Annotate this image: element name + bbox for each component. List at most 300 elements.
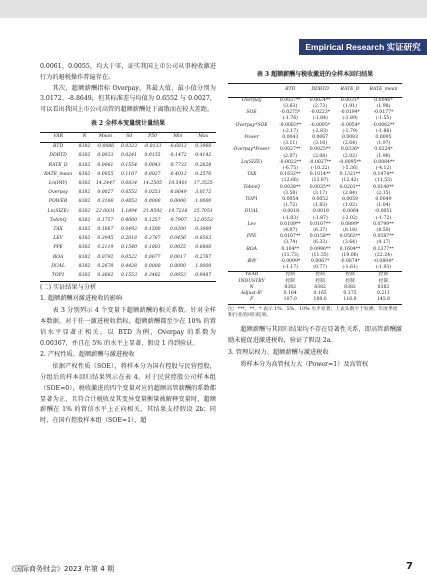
table-cell: 0.0107** bbox=[309, 221, 331, 227]
table-cell: 8382 bbox=[78, 190, 91, 196]
table-cell: Overpay*Power bbox=[233, 147, 270, 153]
table-cell: (6.37) bbox=[313, 228, 328, 234]
table-cell: -0.0018 bbox=[281, 209, 300, 215]
table-cell: 0.3000 bbox=[195, 226, 212, 232]
table-cell: 0.3482 bbox=[140, 271, 165, 281]
table-cell: BTD bbox=[53, 144, 64, 150]
table-cell: 0.0336* bbox=[340, 147, 360, 153]
table-cell: (2.08) bbox=[313, 153, 328, 159]
table-cell: 控制 bbox=[365, 272, 402, 279]
table-cell: (1.96) bbox=[376, 153, 391, 159]
table-cell: 0.1632** bbox=[279, 172, 301, 178]
table-cell: 8382 bbox=[78, 254, 91, 260]
table-cell: (-2.02) bbox=[342, 215, 358, 221]
table-cell: 0.164 bbox=[283, 291, 297, 297]
table-cell: 0.3966 bbox=[195, 144, 212, 150]
table-cell: 0.0052 bbox=[312, 197, 329, 203]
table-cell: 8382 bbox=[78, 263, 91, 269]
table-cell: 0.0109** bbox=[279, 221, 301, 227]
table-row bbox=[40, 271, 216, 281]
table-row bbox=[228, 147, 402, 153]
table-cell: (2.15) bbox=[376, 190, 391, 196]
table-cell: 0.3166 bbox=[97, 199, 114, 205]
table-cell: 0.1540 bbox=[120, 245, 138, 251]
table-cell: 0.0000 bbox=[144, 199, 161, 205]
table-cell: (22.24) bbox=[375, 252, 392, 258]
table-cell: 0.0024** bbox=[309, 97, 331, 103]
table-cell: TAX bbox=[246, 172, 257, 178]
table-cell: 0.1321** bbox=[339, 172, 361, 178]
table-cell: (3.74) bbox=[283, 240, 298, 246]
table-cell: 0.4853 bbox=[120, 199, 138, 205]
table-cell: 0.0067* bbox=[310, 259, 330, 265]
table-cell: 控制 bbox=[335, 272, 365, 279]
table-cell: 8382 bbox=[78, 162, 91, 168]
table-cell: (1.98) bbox=[376, 104, 391, 109]
table-cell: 0.165 bbox=[313, 291, 327, 297]
table-row bbox=[228, 97, 402, 104]
table-cell: (-5.36) bbox=[342, 166, 358, 172]
table-cell: 0.0055 bbox=[97, 171, 114, 177]
table-cell: -0.0086 bbox=[96, 144, 115, 150]
table-cell: (-10.22) bbox=[310, 166, 330, 172]
table-cell: 12.0553 bbox=[193, 217, 213, 223]
table-header-cell: RATE_D bbox=[335, 83, 365, 97]
table-cell: 0.0000 bbox=[169, 263, 186, 269]
table-3 bbox=[228, 83, 402, 305]
table-cell: 0.0049 bbox=[375, 197, 392, 203]
right-column bbox=[228, 70, 402, 371]
table-cell: (-4.12) bbox=[375, 166, 392, 172]
table-cell: 0.0456 bbox=[169, 236, 186, 242]
table-cell: 0.6834 bbox=[120, 181, 138, 187]
section-tag: Empirical Research 实证研究 bbox=[299, 39, 427, 55]
table-cell: (-1.93) bbox=[375, 265, 392, 271]
table-cell: 0.0492 bbox=[120, 226, 138, 232]
table-cell: 0.0323 bbox=[120, 144, 138, 150]
table-2 bbox=[40, 132, 216, 282]
paragraph: 将样本分为高管权力大（Power=1）及高管权 bbox=[240, 360, 369, 368]
table-cell: 0.4000 bbox=[120, 217, 138, 223]
table-cell: Lev bbox=[247, 221, 256, 227]
paragraph: 0.0061、0.0055，均大于零，证实我国上市公司从事税收激进行为的避税操作普遍存在。 bbox=[40, 63, 216, 81]
table-cell: 0.2787 bbox=[195, 254, 212, 260]
table-cell: Overpay bbox=[48, 190, 68, 196]
table-cell: 截距 bbox=[247, 259, 257, 265]
table-cell: (-1.84) bbox=[312, 116, 328, 122]
table-cell: -0.0064 bbox=[341, 209, 359, 215]
table-row bbox=[40, 207, 216, 216]
table-cell: F bbox=[228, 297, 275, 304]
table-cell: -0.7907 bbox=[169, 217, 187, 223]
table-cell: 14.2505 bbox=[143, 181, 163, 187]
table-header-cell: DDBTD bbox=[305, 83, 335, 97]
table-header-cell bbox=[228, 83, 275, 97]
table-cell: (3.63) bbox=[283, 104, 298, 109]
table-cell: (1.02) bbox=[343, 203, 357, 209]
table-cell: 8382 bbox=[78, 208, 91, 214]
table-cell: 0.3945 bbox=[97, 236, 114, 242]
table-cell: 0.0046* bbox=[374, 97, 393, 103]
table-row bbox=[228, 185, 402, 191]
table-cell: 0.0107** bbox=[279, 234, 301, 240]
table-cell: (-1.76) bbox=[282, 116, 298, 122]
table-row bbox=[40, 198, 216, 207]
table-header-cell: RATE_mean bbox=[365, 83, 402, 97]
table-cell: (8.18) bbox=[343, 228, 357, 234]
table-header-cell: N bbox=[76, 132, 93, 142]
table-cell: TobinQ bbox=[243, 184, 260, 190]
table-cell: (3.16) bbox=[313, 141, 328, 147]
table-cell: 10.5401 bbox=[168, 181, 188, 187]
table-cell: 116.0 bbox=[335, 297, 365, 304]
table-cell: 0.1500 bbox=[144, 226, 161, 232]
table-cell: 0.0061 bbox=[97, 162, 114, 168]
table-cell: (11.55) bbox=[311, 252, 329, 258]
table-cell: 0.0224* bbox=[374, 147, 393, 153]
table-cell: (-1.17) bbox=[282, 265, 298, 271]
table-cell: 0.1377** bbox=[373, 246, 394, 252]
table-cell: 1.0000 bbox=[195, 263, 212, 269]
table-cell: (8.50) bbox=[376, 228, 391, 234]
table-cell: (19.06) bbox=[341, 252, 359, 258]
table-cell: -0.0177* bbox=[373, 110, 394, 116]
table-cell: 控制 bbox=[315, 278, 325, 284]
table-cell: 19.7218 bbox=[168, 208, 188, 214]
table-cell: DUAL bbox=[244, 209, 259, 215]
table-cell: 0.104** bbox=[281, 246, 300, 252]
paragraph: 其次，超额薪酬指标 Overpay，其最大值、最小值分别为 3.0172、-8.8649，但其标准差与均值为 0.6552 与 0.0027，可以看出我国上市公司高管的超额薪酬处于离散而在较大差距。 bbox=[40, 84, 216, 114]
table-cell: 0.1867 bbox=[97, 226, 114, 232]
table-cell: 0.0200 bbox=[169, 226, 186, 232]
table-cell: (3.58) bbox=[283, 190, 298, 196]
table-row bbox=[228, 247, 402, 253]
table-cell: 25.7051 bbox=[193, 208, 213, 214]
table-cell: 0.2576 bbox=[195, 171, 212, 177]
table-cell: -0.0083** bbox=[279, 122, 302, 128]
table-cell: -0.0022** bbox=[279, 159, 302, 165]
table-cell: (3.11) bbox=[283, 141, 298, 147]
left-column bbox=[40, 62, 216, 427]
table-cell: 0.0038** bbox=[279, 184, 301, 190]
table-cell: Overpay bbox=[241, 97, 262, 103]
table-row bbox=[228, 209, 402, 215]
table-cell: 0.4428 bbox=[120, 263, 138, 269]
table-row bbox=[40, 235, 216, 244]
table-cell: 0.1474** bbox=[373, 172, 394, 178]
table-cell: 108.0 bbox=[305, 297, 335, 304]
table-row bbox=[40, 216, 216, 225]
table-cell: 控制 bbox=[305, 272, 335, 279]
table-cell: (3.17) bbox=[313, 190, 328, 196]
table-cell: POWER bbox=[48, 199, 68, 205]
table-cell: TOP1 bbox=[40, 271, 76, 281]
table-cell: (2.07) bbox=[283, 153, 298, 159]
table-cell: -0.0194* bbox=[340, 110, 360, 116]
top-bar bbox=[0, 0, 427, 18]
table-cell: 0.6866 bbox=[195, 245, 212, 251]
table-cell: 0.6552 bbox=[120, 190, 138, 196]
table-cell: TOP1 bbox=[245, 197, 259, 203]
table-row bbox=[228, 272, 402, 279]
table-cell: 145.8 bbox=[365, 297, 402, 304]
table-cell: 0.0201** bbox=[339, 184, 361, 190]
table-cell: Ln(SIZE) bbox=[241, 159, 263, 165]
paragraph: 表 3 分别列示 4 个变量下超额薪酬的相关系数。针对全样本数据，对于任一激进税收指标，超额薪酬都至少在 10% 的置信水平显著正相关，以 BTD 为例，Overpay 的系数为 0.00367，并且在 5% 的水平上显著，假设 1 得到验证。 bbox=[40, 307, 216, 347]
table-cell: YEAR bbox=[228, 272, 275, 279]
table-2-caption: 表 2 全样本变量统计量结果 bbox=[90, 119, 166, 127]
table-cell: 0.1257 bbox=[144, 217, 161, 223]
table-cell: Ln(PAY) bbox=[48, 181, 68, 187]
table-cell: 21.8592 bbox=[143, 208, 163, 214]
table-cell: SOE bbox=[246, 110, 257, 116]
table-cell: 1.1894 bbox=[120, 208, 138, 214]
table-cell: -0.4013 bbox=[169, 171, 187, 177]
table-cell: 控制 bbox=[378, 278, 389, 284]
table-row bbox=[40, 161, 216, 170]
table-cell: (1.04) bbox=[376, 203, 391, 209]
table-row bbox=[40, 142, 216, 152]
table-cell: 0.0031* bbox=[340, 97, 360, 103]
table-cell: (-1.79) bbox=[342, 128, 358, 134]
table-row bbox=[228, 123, 402, 129]
table-cell: -0.0095* bbox=[310, 122, 331, 128]
table-cell: ROA bbox=[246, 246, 257, 252]
table-cell: (2.02) bbox=[343, 153, 357, 159]
table-cell: 8382 bbox=[344, 284, 356, 290]
table-header-cell: Sd bbox=[118, 132, 140, 142]
table-cell: 0.3682 bbox=[93, 271, 118, 281]
table-cell: (12.42) bbox=[341, 178, 359, 184]
table-cell: 0.1803 bbox=[144, 245, 161, 251]
table-cell: -8.8649 bbox=[169, 190, 187, 196]
table-cell: PPE bbox=[246, 234, 257, 240]
paragraph: 依据产权性质（SOE），将样本分为国有控股与民营控股，分组后的样本回归结果列示在表 4。对于民营控股公司样本组（SOE=0），税收激进的四个变量对应的超额高管薪酬的系数都显著为正，且符合计税收及其变异变量衡量被解释变量时，超额薪酬在 1% 的置信水平上正向相关，其结果支持假设 2b；同时，在国有控股样本组（SOE=1），超 bbox=[40, 363, 216, 425]
table-cell: 8382 bbox=[78, 171, 91, 177]
table-cell: (4.07) bbox=[283, 228, 298, 234]
table-cell: INDUSTRY bbox=[238, 278, 265, 284]
table-cell: -0.0054* bbox=[340, 122, 360, 128]
table-cell: Ln(SIZE) bbox=[47, 208, 69, 214]
table-row bbox=[40, 253, 216, 262]
table-cell: 0.0027 bbox=[97, 190, 114, 196]
table-cell: -0.1472 bbox=[169, 153, 187, 159]
table-cell: (-1.61) bbox=[342, 265, 358, 271]
table-cell: (4.17) bbox=[376, 240, 391, 246]
table-cell: 控制 bbox=[285, 278, 295, 284]
table-cell: RATE_mean bbox=[44, 171, 73, 177]
table-cell: -0.0099* bbox=[280, 259, 301, 265]
table-cell: 0.0587** bbox=[373, 234, 394, 240]
table-cell: -0.0133 bbox=[143, 144, 162, 150]
table-cell: ROA bbox=[52, 254, 64, 260]
table-cell: (1.91) bbox=[343, 104, 357, 109]
table-cell: 0.0000 bbox=[144, 263, 161, 269]
table-cell: N bbox=[249, 284, 254, 290]
table-cell: (2.73) bbox=[313, 104, 328, 109]
table-cell: 0.0253 bbox=[144, 190, 161, 196]
table-cell: 0.0083 bbox=[341, 135, 359, 141]
table-cell: 8382 bbox=[78, 245, 91, 251]
table-cell: 0.1107 bbox=[120, 171, 138, 177]
table-cell: 0.2018 bbox=[120, 236, 138, 242]
table-cell: 0.1014** bbox=[309, 172, 331, 178]
table-cell: 14.2447 bbox=[95, 181, 115, 187]
table-cell: -0.0062** bbox=[372, 122, 395, 128]
table-cell: 0.9487 bbox=[191, 271, 216, 281]
table-cell: TobinQ bbox=[49, 217, 67, 223]
table-cell: 0.0033 bbox=[97, 153, 114, 159]
table-cell: 8382 bbox=[76, 271, 93, 281]
table-header-cell: BTD bbox=[275, 83, 305, 97]
table-cell: 8382 bbox=[78, 181, 91, 187]
table-header-cell: Mean bbox=[93, 132, 118, 142]
table-row bbox=[228, 265, 402, 272]
table-row bbox=[40, 225, 216, 234]
table-cell: -0.0804* bbox=[373, 259, 394, 265]
table-cell: 0.0027 bbox=[144, 171, 161, 177]
table-cell: 控制 bbox=[345, 278, 355, 284]
table-cell: (-6.75) bbox=[282, 166, 298, 172]
table-cell: -0.0275* bbox=[280, 110, 301, 116]
table-row bbox=[228, 297, 402, 304]
table-cell: -0.0223* bbox=[310, 110, 331, 116]
table-cell: 0.0799** bbox=[373, 221, 394, 227]
table-cell: 0.0067 bbox=[312, 135, 329, 141]
table-cell: 0.0155 bbox=[144, 153, 161, 159]
table-cell: 17.3525 bbox=[193, 181, 213, 187]
table-cell: 0.0043 bbox=[282, 135, 299, 141]
table-cell: 0.0017 bbox=[169, 254, 186, 260]
table-cell: LEV bbox=[53, 236, 63, 242]
journal-footer: 《国际商务财会》2023 年第 4 期 bbox=[8, 565, 114, 573]
subsection-heading: 3. 管理层权力、超额薪酬与激进税收 bbox=[228, 348, 329, 356]
table-cell: 0.8563 bbox=[195, 236, 212, 242]
table-cell: 0.211 bbox=[376, 291, 391, 297]
table-3-caption: 表 3 超额薪酬与税收激进的全样本回归结果 bbox=[256, 71, 374, 78]
table-cell: 0.2678 bbox=[97, 263, 114, 269]
table-cell: 3.0172 bbox=[195, 190, 212, 196]
table-cell: (1.72) bbox=[283, 203, 298, 209]
table-header-cell: Max bbox=[191, 132, 216, 142]
table-cell: 0.1604** bbox=[339, 246, 361, 252]
table-cell: Power bbox=[244, 135, 259, 141]
table-cell: -0.7733 bbox=[169, 162, 187, 168]
table-cell: (-1.83) bbox=[282, 215, 298, 221]
table-cell: 0.0677 bbox=[144, 254, 161, 260]
table-cell: (0.77) bbox=[313, 265, 328, 271]
table-cell: 0.1757 bbox=[97, 217, 114, 223]
table-cell: 0.0140** bbox=[373, 184, 394, 190]
table-cell: 0.3787 bbox=[144, 236, 161, 242]
table-row bbox=[40, 152, 216, 161]
table-cell: (2.64) bbox=[343, 141, 357, 147]
table-header-cell: P50 bbox=[140, 132, 165, 142]
table-cell: 1.0000 bbox=[195, 199, 212, 205]
table-cell: 8382 bbox=[314, 284, 326, 290]
table-cell: 0.0241 bbox=[120, 153, 138, 159]
table-cell: 0.175 bbox=[343, 291, 357, 297]
table-cell: (13.87) bbox=[311, 178, 329, 184]
table-3-note: 注：***、**、* 表示 1%、5%、10% 水平显著；上表头数字于检测，年度季度和行业的回归结果。 bbox=[228, 306, 398, 318]
table-cell: -0.0027** bbox=[309, 159, 332, 165]
table-cell: PPE bbox=[53, 245, 63, 251]
table-cell bbox=[228, 265, 275, 272]
table-cell: 8382 bbox=[284, 284, 297, 290]
table-cell: (6.33) bbox=[313, 240, 328, 246]
table-cell: (-1.72) bbox=[375, 215, 392, 221]
table-cell: (3.64) bbox=[343, 240, 357, 246]
table-cell: 0.2119 bbox=[97, 245, 114, 251]
table-cell: 0.0158** bbox=[309, 234, 331, 240]
page-number: 7 bbox=[406, 561, 413, 572]
subsection-heading: 1. 超额薪酬对激进税收的影响 bbox=[40, 295, 123, 303]
paragraph: 超额薪酬与其回归结果均不存在显著性关系，即高管薪酬激励未能促进激进税收，验证了假设 2a。 bbox=[228, 326, 402, 345]
table-cell: 8382 bbox=[78, 199, 91, 205]
table-cell: 0.4142 bbox=[195, 153, 212, 159]
table-cell: 0.0522 bbox=[120, 254, 138, 260]
table-cell: 0.0037** bbox=[279, 97, 301, 103]
table-cell: -0.0018 bbox=[311, 209, 329, 215]
table-cell: 0.2628 bbox=[195, 162, 212, 168]
table-cell: -0.0084** bbox=[372, 159, 395, 165]
table-cell: (-2.17) bbox=[282, 128, 298, 134]
table-cell: (-2.83) bbox=[312, 128, 328, 134]
table-cell: -0.0874* bbox=[340, 259, 360, 265]
subsection-heading: 2. 产权性质、超额薪酬与激进税收 bbox=[40, 351, 135, 359]
table-cell: (2.84) bbox=[343, 190, 357, 196]
table-header-cell: VAR bbox=[40, 132, 76, 142]
table-cell: 0.0054 bbox=[282, 197, 299, 203]
table-cell: 0.0025** bbox=[309, 147, 331, 153]
table-cell: 0.0025 bbox=[169, 245, 186, 251]
table-cell: -0.6813 bbox=[169, 144, 187, 150]
table-cell: (12.66) bbox=[281, 178, 299, 184]
table-cell: 8382 bbox=[78, 153, 91, 159]
table-cell: 0.0035** bbox=[309, 184, 331, 190]
table-cell: -0.0095** bbox=[338, 159, 362, 165]
table-cell: 0.1554 bbox=[120, 162, 138, 168]
table-cell: 0.0899* bbox=[340, 221, 360, 227]
table-row bbox=[40, 244, 216, 253]
table-cell: 0.0059 bbox=[341, 197, 359, 203]
table-cell: 8382 bbox=[78, 226, 91, 232]
table-cell: 0.0095 bbox=[375, 135, 392, 141]
table-cell: 0.0792 bbox=[97, 254, 114, 260]
table-cell: 0.0996** bbox=[309, 246, 331, 252]
table-cell: 8382 bbox=[78, 236, 91, 242]
table-cell: (1.97) bbox=[376, 141, 391, 147]
table-cell: (-1.86) bbox=[375, 128, 392, 134]
table-cell: (11.53) bbox=[375, 178, 392, 184]
table-cell: 0.0953 bbox=[165, 271, 190, 281]
table-cell: 0.0043 bbox=[144, 162, 161, 168]
table-cell: RATE_D bbox=[48, 162, 68, 168]
table-cell: (-1.87) bbox=[312, 215, 328, 221]
table-row bbox=[40, 262, 216, 271]
table-row bbox=[40, 180, 216, 189]
table-cell: 8382 bbox=[377, 284, 390, 290]
table-cell: 0.1553 bbox=[118, 271, 140, 281]
table-cell: (-1.89) bbox=[342, 116, 358, 122]
table-cell: (11.73) bbox=[281, 252, 299, 258]
table-cell: 0.0563** bbox=[339, 234, 361, 240]
table-cell: (1.83) bbox=[313, 203, 328, 209]
table-cell: 控制 bbox=[275, 272, 305, 279]
table-cell: 0.0000 bbox=[169, 199, 186, 205]
table-cell: 8382 bbox=[78, 217, 91, 223]
table-row bbox=[40, 170, 216, 179]
